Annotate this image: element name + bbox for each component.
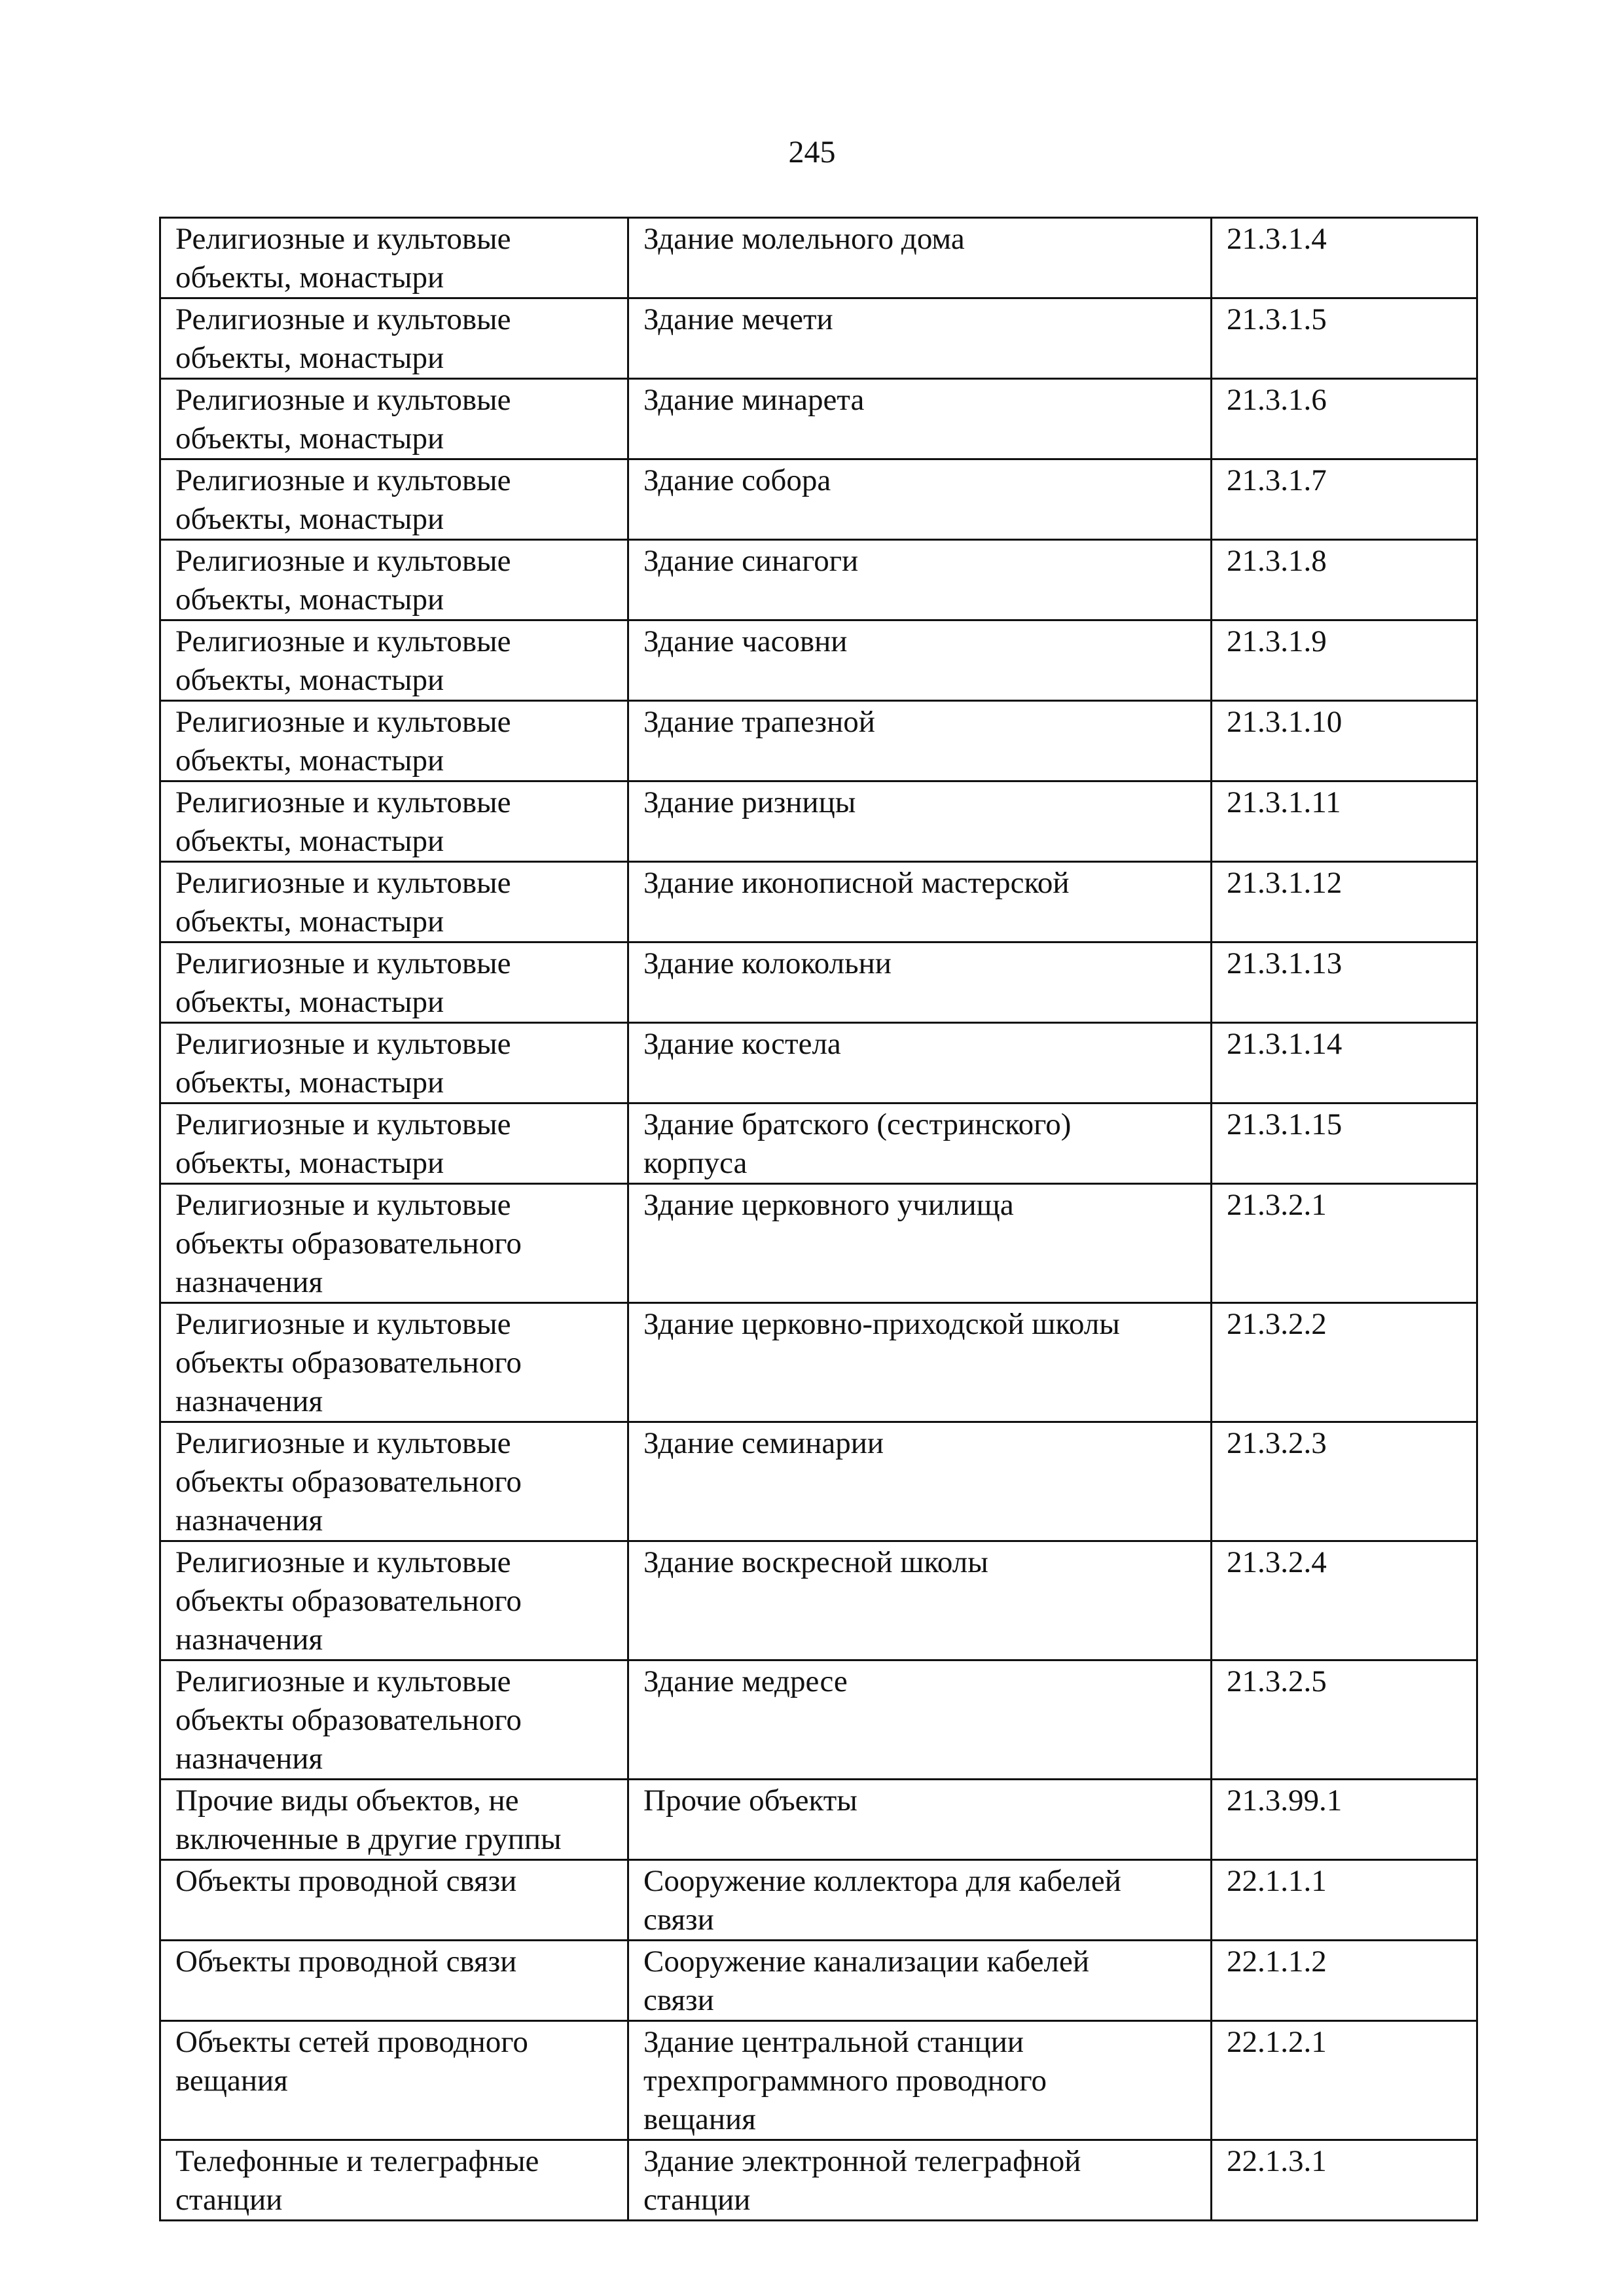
table-row bbox=[160, 1184, 1477, 1303]
object-group-cell: Религиозные и культовые объекты, монастыри bbox=[160, 942, 628, 1023]
object-name-cell: Здание часовни bbox=[628, 620, 1212, 701]
table-row bbox=[160, 1780, 1477, 1860]
object-code-cell: 21.3.1.10 bbox=[1212, 701, 1477, 781]
object-name-cell: Здание молельного дома bbox=[628, 218, 1212, 298]
object-code-cell: 21.3.1.12 bbox=[1212, 862, 1477, 942]
object-code-cell: 21.3.1.8 bbox=[1212, 540, 1477, 620]
table-row bbox=[160, 2140, 1477, 2221]
object-name-cell: Здание электронной телеграфной станции bbox=[628, 2140, 1212, 2221]
object-name-cell: Здание братского (сестринского) корпуса bbox=[628, 1103, 1212, 1184]
table-row bbox=[160, 1023, 1477, 1103]
object-name-cell: Здание семинарии bbox=[628, 1422, 1212, 1541]
object-name-cell: Здание воскресной школы bbox=[628, 1541, 1212, 1660]
table-row bbox=[160, 1660, 1477, 1780]
classification-table bbox=[159, 217, 1478, 2221]
object-group-cell: Религиозные и культовые объекты, монастыри bbox=[160, 701, 628, 781]
table-row bbox=[160, 540, 1477, 620]
object-code-cell: 21.3.1.15 bbox=[1212, 1103, 1477, 1184]
object-name-cell: Здание медресе bbox=[628, 1660, 1212, 1780]
object-code-cell: 22.1.3.1 bbox=[1212, 2140, 1477, 2221]
object-code-cell: 21.3.1.6 bbox=[1212, 379, 1477, 459]
table-row bbox=[160, 862, 1477, 942]
object-group-cell: Религиозные и культовые объекты, монастыри bbox=[160, 298, 628, 379]
object-code-cell: 21.3.1.13 bbox=[1212, 942, 1477, 1023]
object-name-cell: Здание минарета bbox=[628, 379, 1212, 459]
page-number: 245 bbox=[788, 135, 836, 170]
object-code-cell: 21.3.2.2 bbox=[1212, 1303, 1477, 1422]
object-code-cell: 21.3.1.14 bbox=[1212, 1023, 1477, 1103]
object-name-cell: Здание трапезной bbox=[628, 701, 1212, 781]
object-group-cell: Религиозные и культовые объекты, монастыри bbox=[160, 379, 628, 459]
object-group-cell: Религиозные и культовые объекты, монастыри bbox=[160, 1023, 628, 1103]
object-name-cell: Здание колокольни bbox=[628, 942, 1212, 1023]
table-row bbox=[160, 1303, 1477, 1422]
object-group-cell: Религиозные и культовые объекты, монастыри bbox=[160, 781, 628, 862]
object-group-cell: Объекты проводной связи bbox=[160, 1860, 628, 1941]
object-group-cell: Религиозные и культовые объекты образовательного назначения bbox=[160, 1541, 628, 1660]
table-row bbox=[160, 620, 1477, 701]
object-group-cell: Прочие виды объектов, не включенные в другие группы bbox=[160, 1780, 628, 1860]
object-group-cell: Религиозные и культовые объекты образовательного назначения bbox=[160, 1422, 628, 1541]
object-group-cell: Телефонные и телеграфные станции bbox=[160, 2140, 628, 2221]
object-group-cell: Объекты проводной связи bbox=[160, 1941, 628, 2021]
object-name-cell: Здание собора bbox=[628, 459, 1212, 540]
table-row bbox=[160, 781, 1477, 862]
table-row bbox=[160, 942, 1477, 1023]
object-name-cell: Сооружение канализации кабелей связи bbox=[628, 1941, 1212, 2021]
table-row bbox=[160, 2021, 1477, 2140]
object-name-cell: Здание ризницы bbox=[628, 781, 1212, 862]
table-row bbox=[160, 379, 1477, 459]
object-name-cell: Здание синагоги bbox=[628, 540, 1212, 620]
object-name-cell: Здание костела bbox=[628, 1023, 1212, 1103]
table-row bbox=[160, 1541, 1477, 1660]
object-name-cell: Здание центральной станции трехпрограммного проводного вещания bbox=[628, 2021, 1212, 2140]
object-code-cell: 22.1.2.1 bbox=[1212, 2021, 1477, 2140]
object-group-cell: Религиозные и культовые объекты образовательного назначения bbox=[160, 1660, 628, 1780]
object-name-cell: Здание мечети bbox=[628, 298, 1212, 379]
table-row bbox=[160, 701, 1477, 781]
object-name-cell: Здание церковно-приходской школы bbox=[628, 1303, 1212, 1422]
object-name-cell: Сооружение коллектора для кабелей связи bbox=[628, 1860, 1212, 1941]
table-row bbox=[160, 459, 1477, 540]
object-group-cell: Религиозные и культовые объекты образовательного назначения bbox=[160, 1184, 628, 1303]
object-code-cell: 22.1.1.1 bbox=[1212, 1860, 1477, 1941]
table-row bbox=[160, 218, 1477, 298]
object-code-cell: 21.3.1.9 bbox=[1212, 620, 1477, 701]
object-group-cell: Религиозные и культовые объекты, монастыри bbox=[160, 620, 628, 701]
object-code-cell: 21.3.1.7 bbox=[1212, 459, 1477, 540]
object-name-cell: Здание церковного училища bbox=[628, 1184, 1212, 1303]
object-code-cell: 21.3.2.3 bbox=[1212, 1422, 1477, 1541]
table-row bbox=[160, 298, 1477, 379]
object-code-cell: 21.3.2.1 bbox=[1212, 1184, 1477, 1303]
object-group-cell: Религиозные и культовые объекты образовательного назначения bbox=[160, 1303, 628, 1422]
object-group-cell: Религиозные и культовые объекты, монастыри bbox=[160, 540, 628, 620]
table-row bbox=[160, 1422, 1477, 1541]
object-code-cell: 21.3.2.5 bbox=[1212, 1660, 1477, 1780]
object-code-cell: 21.3.2.4 bbox=[1212, 1541, 1477, 1660]
table-row bbox=[160, 1103, 1477, 1184]
object-group-cell: Объекты сетей проводного вещания bbox=[160, 2021, 628, 2140]
object-group-cell: Религиозные и культовые объекты, монастыри bbox=[160, 459, 628, 540]
object-code-cell: 21.3.99.1 bbox=[1212, 1780, 1477, 1860]
table-row bbox=[160, 1941, 1477, 2021]
object-group-cell: Религиозные и культовые объекты, монастыри bbox=[160, 218, 628, 298]
object-code-cell: 21.3.1.4 bbox=[1212, 218, 1477, 298]
object-code-cell: 21.3.1.11 bbox=[1212, 781, 1477, 862]
object-code-cell: 22.1.1.2 bbox=[1212, 1941, 1477, 2021]
table-row bbox=[160, 1860, 1477, 1941]
object-group-cell: Религиозные и культовые объекты, монастыри bbox=[160, 1103, 628, 1184]
table-body bbox=[160, 218, 1477, 2221]
object-name-cell: Прочие объекты bbox=[628, 1780, 1212, 1860]
object-code-cell: 21.3.1.5 bbox=[1212, 298, 1477, 379]
object-group-cell: Религиозные и культовые объекты, монастыри bbox=[160, 862, 628, 942]
object-name-cell: Здание иконописной мастерской bbox=[628, 862, 1212, 942]
